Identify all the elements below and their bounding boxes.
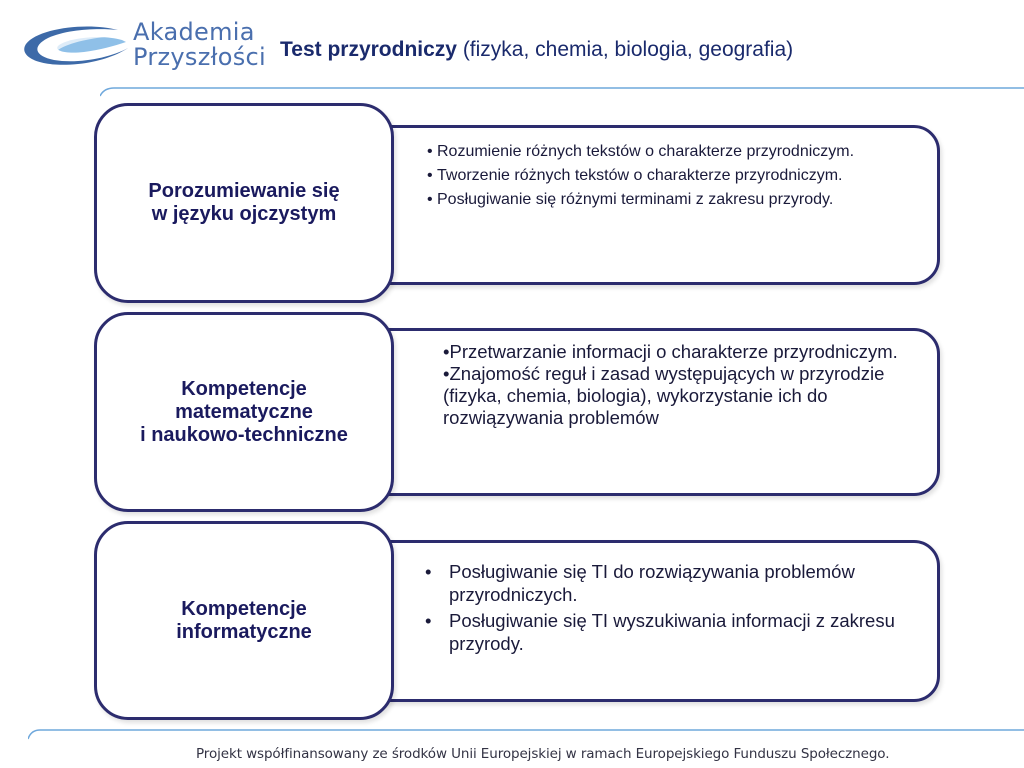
list-item: •Znajomość reguł i zasad występujących w przyrodzie (fizyka, chemia, biologia), wykorzystanie ich do rozwiązywania problemów [443, 363, 885, 428]
title-bold: Test przyrodniczy [280, 38, 457, 61]
competence-content-3 [344, 540, 940, 702]
list-item: • Tworzenie różnych tekstów o charakterze przyrodniczym. [423, 166, 923, 185]
bullet-list [443, 341, 913, 429]
competence-label-text: Kompetencje matematyczne i naukowo-techniczne [140, 377, 348, 446]
competence-row-2 [94, 312, 944, 512]
competence-row-1 [94, 103, 944, 303]
list-item: • Posługiwanie się różnymi terminami z zakresu przyrody. [423, 190, 923, 209]
slide-title [280, 38, 793, 62]
competence-label-1 [94, 103, 394, 303]
competence-label-2 [94, 312, 394, 512]
bullet-list [425, 560, 925, 658]
bullet-list [423, 142, 923, 214]
title-rest: (fizyka, chemia, biologia, geografia) [456, 38, 794, 61]
logo-line-1: Akademia [133, 18, 255, 46]
logo-line-2: Przyszłości [133, 43, 266, 71]
footer-text: Projekt współfinansowany ze środków Unii Europejskiej w ramach Europejskiego Funduszu Społecznego. [196, 746, 890, 762]
competence-label-text: Porozumiewanie się w języku ojczystym [148, 180, 340, 225]
competence-label-text: Kompetencje informatyczne [176, 597, 312, 643]
competence-row-3 [94, 521, 944, 720]
list-item: • Posługiwanie się TI wyszukiwania informacji z zakresu przyrody. [425, 609, 925, 655]
competence-content-2 [344, 328, 940, 496]
list-item: • Posługiwanie się TI do rozwiązywania problemów przyrodniczych. [425, 560, 925, 606]
akademia-logo [18, 18, 268, 78]
competence-label-3 [94, 521, 394, 720]
list-item: •Przetwarzanie informacji o charakterze przyrodniczym. [443, 341, 898, 362]
list-item: • Rozumienie różnych tekstów o charakterze przyrodniczym. [423, 142, 923, 161]
bottom-rule [28, 727, 1024, 741]
swoosh-icon [18, 18, 133, 78]
competence-content-1 [344, 125, 940, 285]
